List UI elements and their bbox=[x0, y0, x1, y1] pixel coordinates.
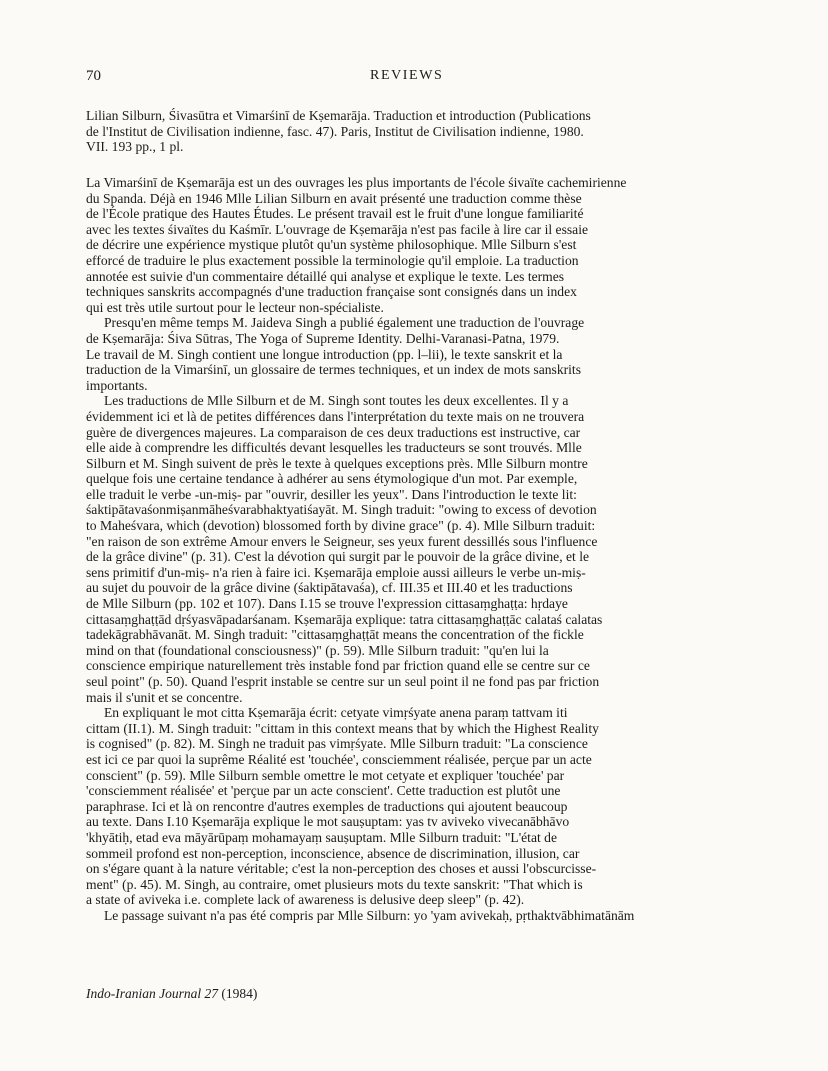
review-body bbox=[86, 175, 784, 924]
body-line: au sujet du pouvoir de la grâce divine (śaktipātavaśa), cf. III.35 et III.40 et les traductions bbox=[86, 580, 573, 596]
body-line: traduction de la Vimarśinī, un glossaire de termes techniques, et un index de mots sanskrits bbox=[86, 362, 581, 378]
body-line: quelque fois une certaine tendance à adhérer au sens étymologique d'un mot. Par exemple, bbox=[86, 471, 578, 487]
journal-year: (1984) bbox=[221, 986, 258, 1001]
body-line: is cognised" (p. 82). M. Singh ne traduit pas vimṛśyate. Mlle Silburn traduit: "La conscience bbox=[86, 736, 588, 752]
body-line: Silburn et M. Singh suivent de près le texte à quelques exceptions près. Mlle Silburn montre bbox=[86, 455, 588, 471]
body-line: ment" (p. 45). M. Singh, au contraire, omet plusieurs mots du texte sanskrit: "That which is bbox=[86, 876, 583, 892]
body-line: au texte. Dans I.10 Kṣemarāja explique le mot sauṣuptam: yas tv aviveko vivecanābhāvo bbox=[86, 814, 570, 830]
body-line: elle aide à comprendre les difficultés devant lesquelles les traducteurs se sont trouvés. Mlle bbox=[86, 440, 582, 456]
body-line: du Spanda. Déjà en 1946 Mlle Lilian Silburn en avait présenté une traduction comme thèse bbox=[86, 190, 582, 206]
body-line: de Mlle Silburn (pp. 102 et 107). Dans I.15 se trouve l'expression cittasaṃghaṭṭa: hṛdaye bbox=[86, 596, 568, 612]
body-line: paraphrase. Ici et là on rencontre d'autres exemples de traductions qui ajoutent beaucoup bbox=[86, 798, 568, 814]
body-line: efforcé de traduire le plus exactement possible la terminologie qu'il emploie. La traduction bbox=[86, 252, 579, 268]
body-line: tadekāgrabhāvanāt. M. Singh traduit: "cittasaṃghaṭṭāt means the concentration of the fickle bbox=[86, 627, 584, 643]
body-line: mais il s'unit et se concentre. bbox=[86, 689, 243, 705]
body-line: mind on that (foundational consciousness)" (p. 59). Mlle Silburn traduit: "qu'en lui la bbox=[86, 642, 549, 658]
citation-line: de l'Institut de Civilisation indienne, fasc. 47). Paris, Institut de Civilisation indienne, 1980. bbox=[86, 123, 584, 139]
page-number: 70 bbox=[86, 68, 101, 84]
body-line: Presqu'en même temps M. Jaideva Singh a publié également une traduction de l'ouvrage bbox=[104, 315, 585, 331]
body-line: techniques sanskrits accompagnés d'une traduction française sont consignés dans un index bbox=[86, 284, 577, 300]
body-line: sens primitif d'un-miṣ- n'a rien à faire ici. Kṣemarāja emploie aussi ailleurs le verbe un-miṣ- bbox=[86, 564, 586, 580]
citation-line: Lilian Silburn, Śivasūtra et Vimarśinī de Kṣemarāja. Traduction et introduction (Publications bbox=[86, 108, 591, 123]
body-line: de Kṣemarāja: Śiva Sūtras, The Yoga of Supreme Identity. Delhi-Varanasi-Patna, 1979. bbox=[86, 330, 560, 346]
body-line: de décrire une expérience mystique plutôt qu'un système philosophique. Mlle Silburn s'est bbox=[86, 237, 577, 253]
body-line: conscient" (p. 59). Mlle Silburn semble omettre le mot cetyate et expliquer 'touchée' par bbox=[86, 767, 565, 783]
body-line: on s'égare quant à la nature véritable; c'est la non-perception des choses et aussi l'obscurcisse- bbox=[86, 861, 597, 877]
body-line: cittam (II.1). M. Singh traduit: "cittam in this context means that by which the Highest Reality bbox=[86, 720, 599, 736]
body-line: elle traduit le verbe -un-miṣ- par "ouvrir, desiller les yeux". Dans l'introduction le texte lit: bbox=[86, 486, 577, 502]
body-line: annotée est suivie d'un commentaire détaillé qui analyse et explique le texte. Les termes bbox=[86, 268, 565, 284]
body-line: qui est très utile surtout pour le lecteur non-spécialiste. bbox=[86, 299, 384, 315]
body-line: de l'École pratique des Hautes Études. Le présent travail est le fruit d'une longue familiarité bbox=[86, 206, 584, 222]
body-line: est ici ce par quoi la suprême Réalité est 'touchée', consciemment réalisée, perçue par un acte bbox=[86, 751, 592, 767]
book-citation bbox=[86, 108, 776, 155]
body-line: 'khyātiḥ, etad eva māyārūpaṃ mohamayaṃ sauṣuptam. Mlle Silburn traduit: "L'état de bbox=[86, 829, 557, 845]
body-line: En expliquant le mot citta Kṣemarāja écrit: cetyate vimṛśyate anena paraṃ tattvam iti bbox=[104, 705, 568, 721]
running-title: REVIEWS bbox=[370, 68, 444, 83]
page-header bbox=[86, 68, 776, 88]
body-line: Le passage suivant n'a pas été compris par Mlle Silburn: yo 'yam avivekaḥ, pṛthaktvābhimatānām bbox=[104, 907, 635, 923]
body-line: śaktipātavaśonmiṣanmāheśvarabhaktyatiśayāt. M. Singh traduit: "owing to excess of devotion bbox=[86, 502, 597, 518]
body-line: seul point" (p. 50). Quand l'esprit instable se centre sur un seul point il ne fond pas par friction bbox=[86, 674, 600, 689]
body-line: importants. bbox=[86, 377, 148, 393]
body-line: to Maheśvara, which (devotion) blossomed forth by divine grace" (p. 4). Mlle Silburn traduit: bbox=[86, 518, 596, 534]
journal-footer bbox=[86, 986, 257, 1002]
body-line: cittasaṃghaṭṭād dṛśyasvāpadarśanam. Kṣemarāja explique: tatra cittasaṃghaṭṭāc calataś calatas bbox=[86, 611, 603, 627]
journal-name: Indo-Iranian Journal 27 bbox=[86, 986, 218, 1001]
body-line: de la grâce divine" (p. 31). C'est la dévotion qui surgit par le pouvoir de la grâce divine, et le bbox=[86, 549, 590, 565]
body-line: Les traductions de Mlle Silburn et de M. Singh sont toutes les deux excellentes. Il y a bbox=[104, 393, 569, 409]
body-line: a state of aviveka i.e. complete lack of awareness is delusive deep sleep" (p. 42). bbox=[86, 892, 525, 908]
body-line: La Vimarśinī de Kṣemarāja est un des ouvrages les plus importants de l'école śivaïte cachemirienne bbox=[86, 175, 627, 190]
body-line: "en raison de son extrême Amour envers le Seigneur, ses yeux furent dessillés sous l'influence bbox=[86, 533, 598, 549]
body-line: guère de divergences majeures. La comparaison de ces deux traductions est instructive, car bbox=[86, 424, 581, 440]
body-line: avec les textes śivaïtes du Kaśmīr. L'ouvrage de Kṣemarāja n'est pas facile à lire car il essaie bbox=[86, 221, 588, 237]
body-line: conscience empirique naturellement très instable fond par friction quand elle se centre sur ce bbox=[86, 658, 590, 674]
body-line: Le travail de M. Singh contient une longue introduction (pp. l–lii), le texte sanskrit et la bbox=[86, 346, 563, 362]
citation-line: VII. 193 pp., 1 pl. bbox=[86, 139, 184, 154]
body-line: sommeil profond est non-perception, inconscience, absence de discrimination, illusion, car bbox=[86, 845, 580, 861]
body-line: 'consciemment réalisée' et 'perçue par un acte conscient'. Cette traduction est plutôt une bbox=[86, 783, 561, 799]
body-line: évidemment ici et là de petites différences dans l'interprétation du texte mais on ne trouvera bbox=[86, 408, 585, 424]
